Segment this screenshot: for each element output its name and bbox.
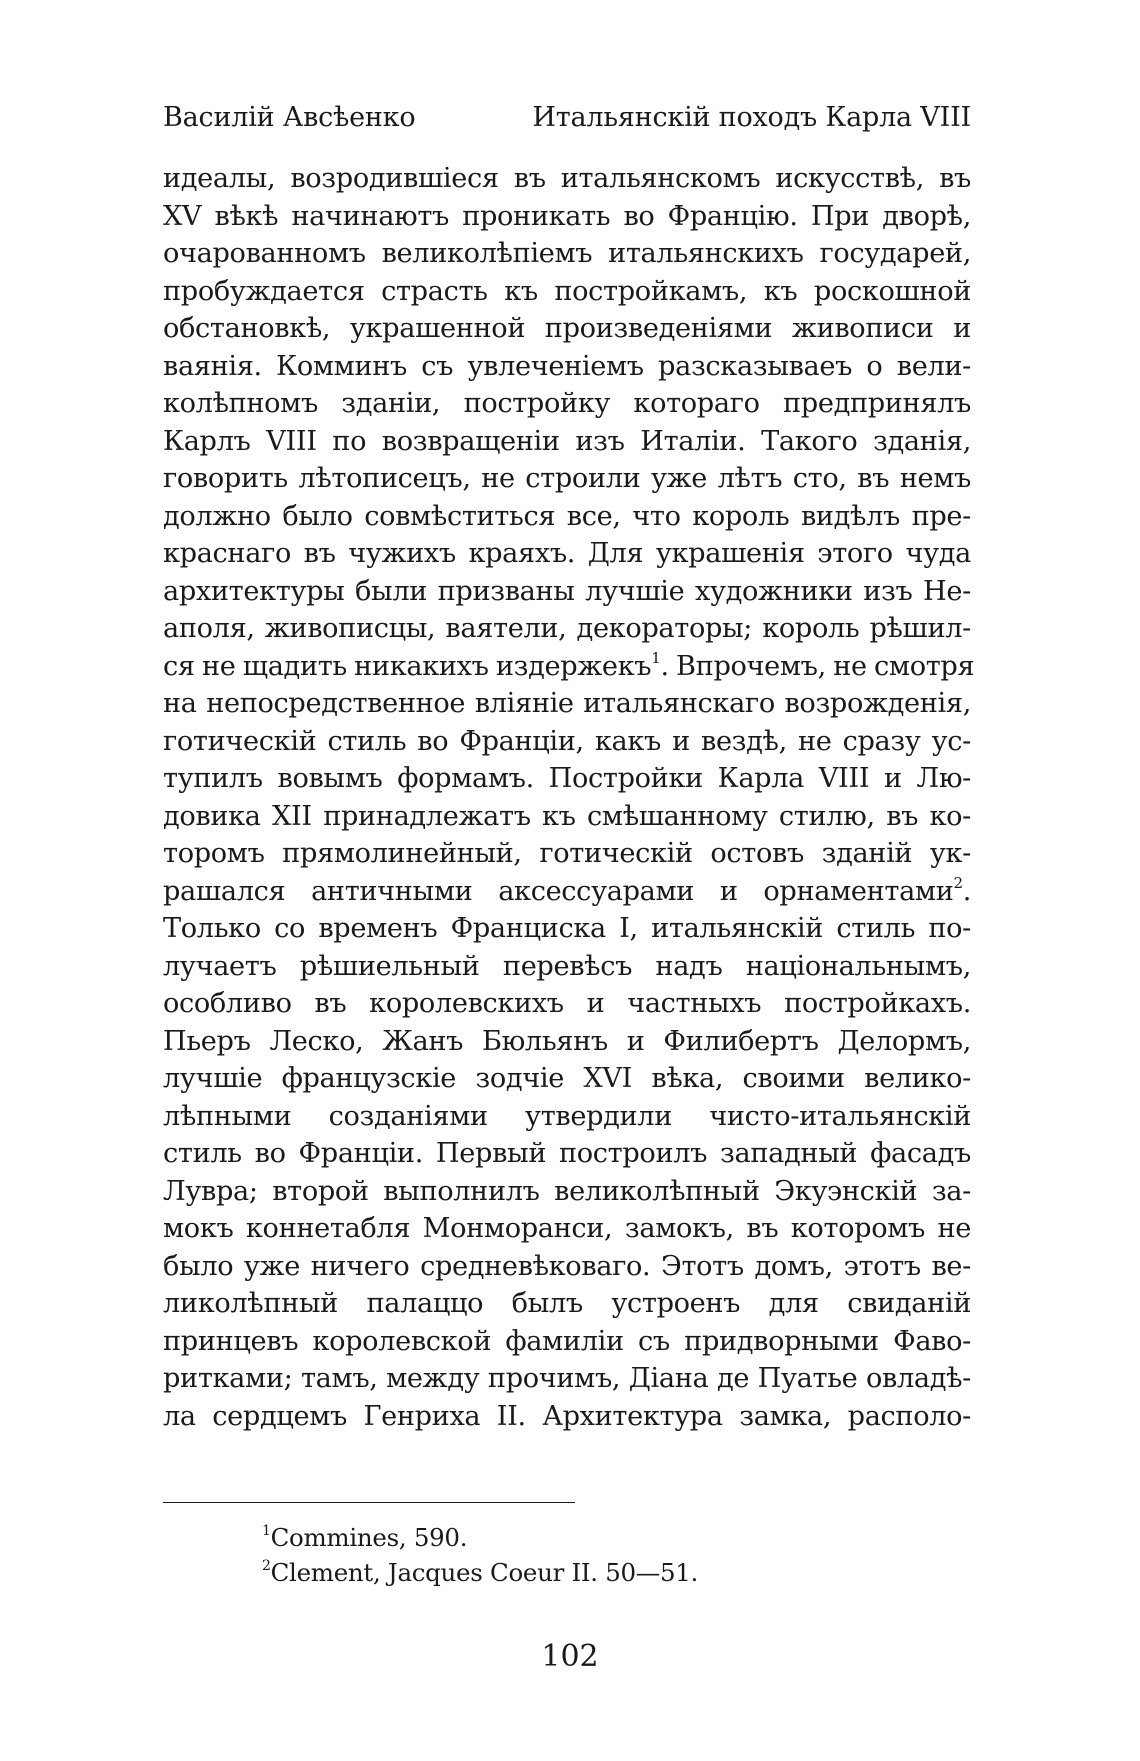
text-line: колѣпномъ зданіи, постройку котораго предпринялъ — [163, 388, 971, 419]
text-line: ликолѣпный палаццо былъ устроенъ для свиданій — [163, 1288, 971, 1319]
running-header — [163, 100, 971, 136]
line-text-tail: . Впрочемъ, не смотря — [660, 650, 975, 682]
text-line: торомъ прямолинейный, готическій остовъ зданій ук- — [163, 838, 971, 869]
body-text — [163, 160, 975, 1435]
text-line: ла сердцемъ Генриха II. Архитектура замка, располо- — [163, 1400, 971, 1432]
text-line: говорить лѣтописецъ, не строили уже лѣтъ сто, въ немъ — [163, 463, 971, 494]
line-text: ся не щадить никакихъ издержекъ — [163, 650, 652, 682]
text-line: лѣпными созданіями утвердили чисто-итальянскій — [163, 1100, 971, 1132]
text-line: краснаго въ чужихъ краяхъ. Для украшенія этого чуда — [163, 538, 971, 569]
text-line: Пьеръ Леско, Жанъ Бюльянъ и Филибертъ Делормъ, — [163, 1025, 971, 1057]
footnote-text: Commines, 590. — [270, 1523, 468, 1552]
text-line: на непосредственное вліяніе итальянскаго возрожденія, — [163, 688, 971, 719]
text-line: пробуждается страсть къ постройкамъ, къ роскошной — [163, 275, 971, 307]
text-line: Карлъ VIII по возвращеніи изъ Италіи. Такого зданія, — [163, 425, 971, 457]
text-line: очарованномъ великолѣпіемъ итальянскихъ государей, — [163, 238, 971, 269]
line-text: рашался античными аксессуарами и орнаментами — [163, 875, 954, 907]
footnote-ref-2[interactable]: 2 — [953, 873, 963, 892]
text-line: XV вѣкѣ начинаютъ проникать во Францію. При дворѣ, — [163, 200, 971, 232]
footnotes — [262, 1520, 698, 1590]
text-line: готическій стиль во Франціи, какъ и вездѣ, не сразу ус- — [163, 725, 971, 757]
footnote-marker: 2 — [262, 1558, 271, 1574]
text-line: было уже ничего средневѣковаго. Этотъ домъ, этотъ ве- — [163, 1250, 971, 1282]
footnote-1 — [262, 1520, 698, 1555]
footnote-2 — [262, 1555, 698, 1590]
text-line: особливо въ королевскихъ и частныхъ постройкахъ. — [163, 988, 971, 1019]
footnote-text: Clement, Jacques Coeur II. 50—51. — [270, 1558, 699, 1587]
text-line: идеалы, возродившіеся въ итальянскомъ искусствѣ, въ — [163, 163, 971, 194]
text-line: аполя, живописцы, ваятели, декораторы; король рѣшил- — [163, 613, 971, 644]
text-line: обстановкѣ, украшенной произведеніями живописи и — [163, 313, 971, 344]
text-line: лучаетъ рѣшиельный перевѣсъ надъ національнымъ, — [163, 950, 971, 982]
header-author: Василій Авсѣенко — [163, 102, 416, 133]
page-number: 102 — [541, 1639, 599, 1674]
text-line: архитектуры были призваны лучшіе художники изъ Не- — [163, 575, 971, 607]
text-line-footnote-2 — [163, 873, 971, 911]
text-line: тупилъ вовымъ формамъ. Постройки Карла VIII и Лю- — [163, 763, 971, 794]
footnote-ref-1[interactable]: 1 — [651, 648, 661, 667]
footnote-marker: 1 — [262, 1523, 271, 1539]
header-title: Итальянскій походъ Карла VIII — [532, 102, 971, 133]
text-line-footnote-1 — [163, 648, 975, 686]
text-line: мокъ коннетабля Монморанси, замокъ, въ которомъ не — [163, 1213, 971, 1244]
text-line: ритками; тамъ, между прочимъ, Діана де Пуатье овладѣ- — [163, 1363, 971, 1394]
text-line: Только со временъ Франциска I, итальянскій стиль по- — [163, 913, 971, 944]
text-line: Лувра; второй выполнилъ великолѣпный Экуэнскій за- — [163, 1175, 971, 1207]
footnote-divider — [163, 1502, 575, 1503]
line-text-tail: . — [962, 875, 971, 907]
text-line: ваянія. Комминъ съ увлеченіемъ разсказываеъ о вели- — [163, 350, 971, 382]
text-line: принцевъ королевской фамиліи съ придворными Фаво- — [163, 1325, 971, 1357]
text-line: лучшіе французскіе зодчіе XVI вѣка, своими велико- — [163, 1063, 971, 1094]
text-line: стиль во Франціи. Первый построилъ западный фасадъ — [163, 1138, 971, 1169]
text-line: должно было совмѣститься все, что король видѣлъ пре- — [163, 500, 971, 532]
text-line: довика XII принадлежатъ къ смѣшанному стилю, въ ко- — [163, 800, 971, 832]
